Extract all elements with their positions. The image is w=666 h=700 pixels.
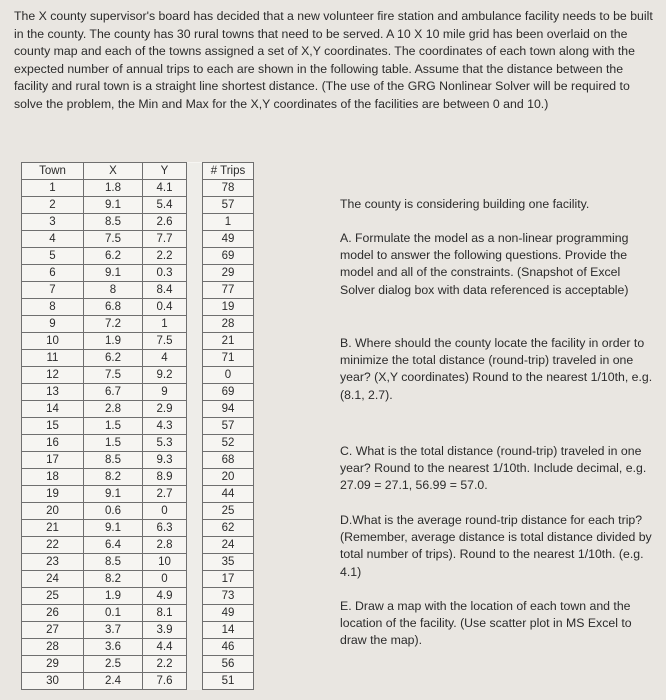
cell-town: 8 <box>22 299 84 316</box>
cell-town: 24 <box>22 571 84 588</box>
cell-trips: 73 <box>203 588 254 605</box>
cell-trips: 46 <box>203 639 254 656</box>
cell-trips: 78 <box>203 180 254 197</box>
cell-gap <box>187 333 203 350</box>
table-row <box>22 248 254 265</box>
cell-x: 6.4 <box>84 537 143 554</box>
header-y: Y <box>143 163 187 180</box>
cell-x: 9.1 <box>84 486 143 503</box>
cell-trips: 19 <box>203 299 254 316</box>
cell-town: 1 <box>22 180 84 197</box>
table-row <box>22 384 254 401</box>
cell-x: 3.7 <box>84 622 143 639</box>
cell-town: 13 <box>22 384 84 401</box>
cell-y: 6.3 <box>143 520 187 537</box>
cell-x: 8.2 <box>84 571 143 588</box>
cell-y: 2.6 <box>143 214 187 231</box>
cell-town: 18 <box>22 469 84 486</box>
cell-town: 3 <box>22 214 84 231</box>
cell-trips: 62 <box>203 520 254 537</box>
table-row <box>22 367 254 384</box>
cell-x: 6.2 <box>84 248 143 265</box>
cell-town: 6 <box>22 265 84 282</box>
cell-x: 2.8 <box>84 401 143 418</box>
question-a: A. Formulate the model as a non-linear programming model to answer the following questions. Provide the model and all of the constraints. (Snapshot of Excel Solver dialog box with data referenced is acceptable) <box>340 231 629 297</box>
cell-y: 10 <box>143 554 187 571</box>
cell-x: 6.8 <box>84 299 143 316</box>
cell-town: 16 <box>22 435 84 452</box>
cell-trips: 51 <box>203 673 254 690</box>
cell-town: 9 <box>22 316 84 333</box>
header-gap <box>187 163 203 180</box>
cell-gap <box>187 367 203 384</box>
cell-town: 28 <box>22 639 84 656</box>
cell-y: 4.9 <box>143 588 187 605</box>
table-row <box>22 673 254 690</box>
cell-trips: 56 <box>203 656 254 673</box>
cell-x: 0.1 <box>84 605 143 622</box>
cell-trips: 52 <box>203 435 254 452</box>
cell-town: 5 <box>22 248 84 265</box>
cell-y: 4.1 <box>143 180 187 197</box>
table-row <box>22 401 254 418</box>
cell-town: 23 <box>22 554 84 571</box>
cell-x: 1.5 <box>84 418 143 435</box>
table-row <box>22 435 254 452</box>
cell-gap <box>187 197 203 214</box>
header-trips: # Trips <box>203 163 254 180</box>
cell-gap <box>187 248 203 265</box>
cell-trips: 0 <box>203 367 254 384</box>
table-row <box>22 469 254 486</box>
cell-x: 6.7 <box>84 384 143 401</box>
cell-town: 21 <box>22 520 84 537</box>
cell-x: 6.2 <box>84 350 143 367</box>
question-intro: The county is considering building one facility. <box>340 197 590 211</box>
cell-y: 7.5 <box>143 333 187 350</box>
cell-gap <box>187 656 203 673</box>
cell-town: 12 <box>22 367 84 384</box>
cell-x: 9.1 <box>84 520 143 537</box>
cell-gap <box>187 299 203 316</box>
cell-x: 1.8 <box>84 180 143 197</box>
cell-trips: 28 <box>203 316 254 333</box>
cell-y: 9.3 <box>143 452 187 469</box>
cell-gap <box>187 180 203 197</box>
table-row <box>22 588 254 605</box>
cell-gap <box>187 639 203 656</box>
table-row <box>22 622 254 639</box>
table-row <box>22 282 254 299</box>
cell-y: 8.4 <box>143 282 187 299</box>
cell-trips: 57 <box>203 418 254 435</box>
cell-trips: 25 <box>203 503 254 520</box>
cell-trips: 24 <box>203 537 254 554</box>
cell-y: 5.4 <box>143 197 187 214</box>
cell-trips: 14 <box>203 622 254 639</box>
cell-trips: 21 <box>203 333 254 350</box>
cell-y: 4 <box>143 350 187 367</box>
cell-x: 1.9 <box>84 333 143 350</box>
cell-gap <box>187 673 203 690</box>
cell-x: 7.2 <box>84 316 143 333</box>
problem-intro-text: The X county supervisor's board has decided that a new volunteer fire station and ambulance facility needs to be built in the county. The county has 30 rural towns that need to be served. A 10 X 10 mile grid has been overlaid on the county map and each of the towns assigned a set of X,Y coordinates. The coordinates of each town along with the expected number of annual trips to each are shown in the following table. Assume that the distance between the facility and rural town is a straight line shortest distance. (The use of the GRG Nonlinear Solver will be required to solve the problem, the Min and Max for the X,Y coordinates of the facilities are between 0 and 10.) <box>14 9 653 111</box>
cell-y: 7.7 <box>143 231 187 248</box>
cell-gap <box>187 571 203 588</box>
question-e: E. Draw a map with the location of each town and the location of the facility. (Use scatter plot in MS Excel to draw the map). <box>340 599 632 648</box>
table-row <box>22 503 254 520</box>
cell-gap <box>187 384 203 401</box>
table-row <box>22 316 254 333</box>
cell-gap <box>187 452 203 469</box>
question-d: D.What is the average round-trip distance for each trip? (Remember, average distance is total distance divided by total number of trips). Round to the nearest 1/10th. (e.g. 4.1) <box>340 513 652 579</box>
cell-gap <box>187 350 203 367</box>
table-row <box>22 350 254 367</box>
cell-x: 1.9 <box>84 588 143 605</box>
table-row <box>22 554 254 571</box>
cell-gap <box>187 486 203 503</box>
table-row <box>22 197 254 214</box>
cell-y: 9 <box>143 384 187 401</box>
cell-town: 25 <box>22 588 84 605</box>
cell-gap <box>187 469 203 486</box>
cell-x: 0.6 <box>84 503 143 520</box>
cell-y: 0.4 <box>143 299 187 316</box>
cell-trips: 69 <box>203 248 254 265</box>
table-row <box>22 333 254 350</box>
table-row <box>22 571 254 588</box>
cell-gap <box>187 214 203 231</box>
cell-trips: 68 <box>203 452 254 469</box>
cell-gap <box>187 605 203 622</box>
table-row <box>22 639 254 656</box>
cell-y: 8.1 <box>143 605 187 622</box>
cell-y: 2.2 <box>143 656 187 673</box>
cell-x: 8.5 <box>84 214 143 231</box>
cell-trips: 49 <box>203 231 254 248</box>
cell-town: 4 <box>22 231 84 248</box>
table-row <box>22 605 254 622</box>
cell-y: 1 <box>143 316 187 333</box>
cell-gap <box>187 265 203 282</box>
cell-y: 0 <box>143 571 187 588</box>
cell-gap <box>187 554 203 571</box>
cell-gap <box>187 622 203 639</box>
cell-town: 19 <box>22 486 84 503</box>
cell-x: 2.4 <box>84 673 143 690</box>
towns-table <box>21 162 254 690</box>
cell-trips: 29 <box>203 265 254 282</box>
problem-statement <box>14 8 656 114</box>
cell-gap <box>187 520 203 537</box>
cell-trips: 35 <box>203 554 254 571</box>
cell-y: 2.9 <box>143 401 187 418</box>
cell-x: 7.5 <box>84 367 143 384</box>
cell-y: 3.9 <box>143 622 187 639</box>
table-row <box>22 231 254 248</box>
cell-trips: 49 <box>203 605 254 622</box>
cell-y: 4.3 <box>143 418 187 435</box>
cell-trips: 94 <box>203 401 254 418</box>
cell-y: 0 <box>143 503 187 520</box>
table-row <box>22 452 254 469</box>
header-x: X <box>84 163 143 180</box>
cell-town: 11 <box>22 350 84 367</box>
question-b: B. Where should the county locate the facility in order to minimize the total distance (round-trip) traveled in one year? (X,Y coordinates) Round to the nearest 1/10th, e.g. (8.1, 2.7). <box>340 336 653 402</box>
cell-town: 27 <box>22 622 84 639</box>
cell-y: 7.6 <box>143 673 187 690</box>
cell-town: 10 <box>22 333 84 350</box>
cell-town: 17 <box>22 452 84 469</box>
cell-gap <box>187 231 203 248</box>
cell-town: 20 <box>22 503 84 520</box>
cell-town: 7 <box>22 282 84 299</box>
cell-town: 26 <box>22 605 84 622</box>
cell-trips: 77 <box>203 282 254 299</box>
cell-town: 29 <box>22 656 84 673</box>
table-row <box>22 520 254 537</box>
cell-town: 2 <box>22 197 84 214</box>
cell-y: 2.7 <box>143 486 187 503</box>
cell-x: 9.1 <box>84 265 143 282</box>
towns-table-body <box>22 180 254 690</box>
cell-x: 8.2 <box>84 469 143 486</box>
cell-y: 5.3 <box>143 435 187 452</box>
header-town: Town <box>22 163 84 180</box>
cell-gap <box>187 282 203 299</box>
cell-gap <box>187 537 203 554</box>
cell-x: 8 <box>84 282 143 299</box>
cell-town: 22 <box>22 537 84 554</box>
table-row <box>22 214 254 231</box>
cell-gap <box>187 316 203 333</box>
cell-gap <box>187 588 203 605</box>
cell-trips: 57 <box>203 197 254 214</box>
table-row <box>22 418 254 435</box>
table-row <box>22 656 254 673</box>
cell-x: 9.1 <box>84 197 143 214</box>
cell-y: 2.8 <box>143 537 187 554</box>
cell-y: 9.2 <box>143 367 187 384</box>
cell-y: 8.9 <box>143 469 187 486</box>
cell-gap <box>187 503 203 520</box>
cell-gap <box>187 435 203 452</box>
cell-trips: 44 <box>203 486 254 503</box>
table-row <box>22 299 254 316</box>
cell-trips: 17 <box>203 571 254 588</box>
table-row <box>22 180 254 197</box>
cell-town: 30 <box>22 673 84 690</box>
cell-x: 8.5 <box>84 452 143 469</box>
question-c: C. What is the total distance (round-trip) traveled in one year? Round to the nearest 1/10th. Include decimal, e.g. 27.09 = 27.1, 56.99 = 57.0. <box>340 444 647 493</box>
cell-y: 2.2 <box>143 248 187 265</box>
cell-x: 1.5 <box>84 435 143 452</box>
cell-y: 4.4 <box>143 639 187 656</box>
table-row <box>22 537 254 554</box>
cell-gap <box>187 418 203 435</box>
table-header-row <box>22 163 254 180</box>
cell-x: 2.5 <box>84 656 143 673</box>
cell-x: 8.5 <box>84 554 143 571</box>
table-row <box>22 486 254 503</box>
cell-x: 7.5 <box>84 231 143 248</box>
cell-trips: 20 <box>203 469 254 486</box>
cell-trips: 69 <box>203 384 254 401</box>
cell-trips: 1 <box>203 214 254 231</box>
cell-y: 0.3 <box>143 265 187 282</box>
cell-town: 14 <box>22 401 84 418</box>
cell-x: 3.6 <box>84 639 143 656</box>
cell-gap <box>187 401 203 418</box>
table-row <box>22 265 254 282</box>
cell-trips: 71 <box>203 350 254 367</box>
cell-town: 15 <box>22 418 84 435</box>
